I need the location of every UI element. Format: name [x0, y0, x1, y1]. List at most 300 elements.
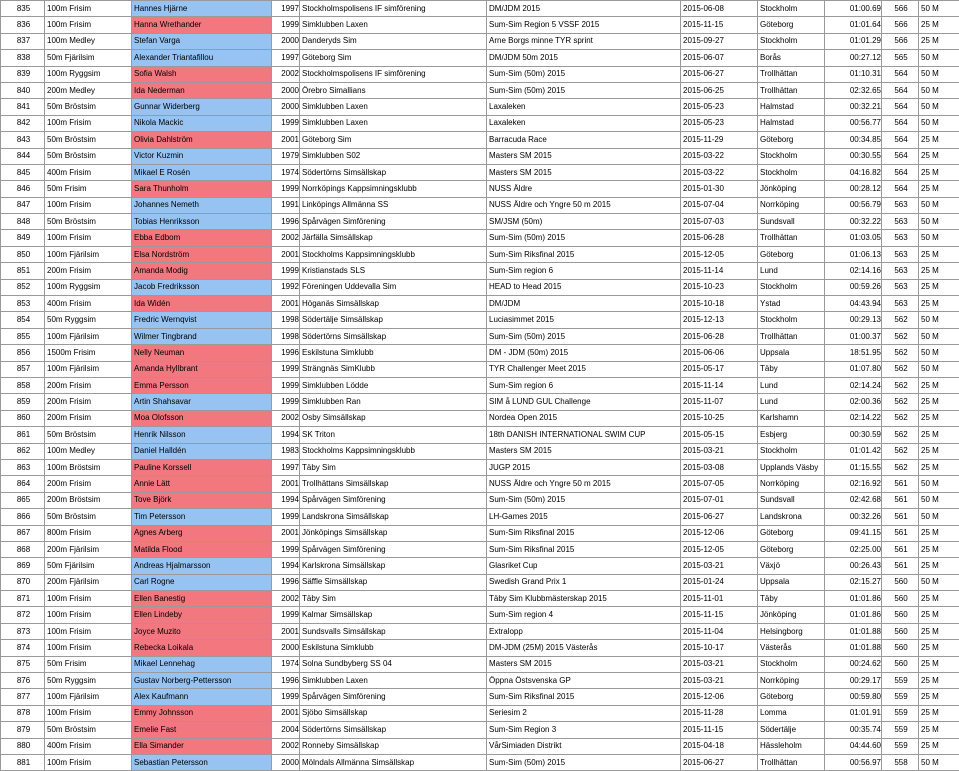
pool-cell: 50 M [919, 754, 959, 770]
rank-cell: 875 [1, 656, 45, 672]
event-cell: 100m Frisim [45, 17, 132, 33]
time-cell: 02:32.65 [825, 82, 882, 98]
club-cell: Strängnäs SimKlubb [300, 361, 487, 377]
rank-cell: 835 [1, 1, 45, 17]
points-cell: 562 [882, 328, 919, 344]
swimmer-name-cell: Daniel Halldén [132, 443, 272, 459]
rank-cell: 870 [1, 574, 45, 590]
swimmer-name-cell: Ellen Banestig [132, 591, 272, 607]
club-cell: Karlskrona Simsällskap [300, 558, 487, 574]
club-cell: Simklubben Laxen [300, 17, 487, 33]
table-row [1, 263, 959, 279]
city-cell: Ystad [758, 296, 825, 312]
club-cell: Södertörns Simsällskap [300, 164, 487, 180]
pool-cell: 25 M [919, 263, 959, 279]
event-cell: 100m Frisim [45, 115, 132, 131]
birth-year-cell: 1974 [272, 656, 300, 672]
time-cell: 02:00.36 [825, 394, 882, 410]
pool-cell: 50 M [919, 492, 959, 508]
swimmer-name-cell: Stefan Varga [132, 33, 272, 49]
swimmer-name-cell: Ella Simander [132, 738, 272, 754]
birth-year-cell: 2000 [272, 99, 300, 115]
points-cell: 560 [882, 656, 919, 672]
competition-cell: DM/JDM 2015 [487, 1, 681, 17]
city-cell: Växjö [758, 558, 825, 574]
city-cell: Stockholm [758, 312, 825, 328]
pool-cell: 25 M [919, 738, 959, 754]
pool-cell: 25 M [919, 296, 959, 312]
birth-year-cell: 1996 [272, 574, 300, 590]
swimmer-name-cell: Ellen Lindeby [132, 607, 272, 623]
rank-cell: 849 [1, 230, 45, 246]
rank-cell: 853 [1, 296, 45, 312]
points-cell: 559 [882, 722, 919, 738]
city-cell: Göteborg [758, 132, 825, 148]
swimmer-name-cell: Joyce Muzito [132, 623, 272, 639]
birth-year-cell: 2001 [272, 525, 300, 541]
points-cell: 562 [882, 312, 919, 328]
table-row [1, 591, 959, 607]
event-cell: 400m Frisim [45, 296, 132, 312]
points-cell: 564 [882, 99, 919, 115]
birth-year-cell: 1999 [272, 394, 300, 410]
swimmer-name-cell: Henrik Nilsson [132, 427, 272, 443]
club-cell: Danderyds Sim [300, 33, 487, 49]
event-cell: 100m Frisim [45, 623, 132, 639]
table-row [1, 427, 959, 443]
rank-cell: 866 [1, 509, 45, 525]
club-cell: Simklubben Ran [300, 394, 487, 410]
rank-cell: 857 [1, 361, 45, 377]
swimmer-name-cell: Ida Nederman [132, 82, 272, 98]
swimmer-name-cell: Victor Kuzmin [132, 148, 272, 164]
city-cell: Göteborg [758, 541, 825, 557]
swimmer-name-cell: Matilda Flood [132, 541, 272, 557]
table-row [1, 558, 959, 574]
rank-cell: 842 [1, 115, 45, 131]
time-cell: 01:01.88 [825, 640, 882, 656]
pool-cell: 50 M [919, 197, 959, 213]
points-cell: 564 [882, 132, 919, 148]
time-cell: 00:56.97 [825, 754, 882, 770]
date-cell: 2015-07-04 [681, 197, 758, 213]
competition-cell: Nordea Open 2015 [487, 410, 681, 426]
event-cell: 50m Frisim [45, 181, 132, 197]
pool-cell: 50 M [919, 115, 959, 131]
birth-year-cell: 1999 [272, 263, 300, 279]
date-cell: 2015-11-15 [681, 17, 758, 33]
event-cell: 50m Bröstsim [45, 148, 132, 164]
pool-cell: 25 M [919, 164, 959, 180]
event-cell: 50m Bröstsim [45, 132, 132, 148]
swimmer-name-cell: Wilmer Tingbrand [132, 328, 272, 344]
event-cell: 100m Fjärilsim [45, 689, 132, 705]
time-cell: 01:07.80 [825, 361, 882, 377]
points-cell: 563 [882, 230, 919, 246]
points-cell: 564 [882, 164, 919, 180]
table-row [1, 328, 959, 344]
competition-cell: Arne Borgs minne TYR sprint [487, 33, 681, 49]
time-cell: 02:25.00 [825, 541, 882, 557]
swimmer-name-cell: Tove Björk [132, 492, 272, 508]
time-cell: 00:32.26 [825, 509, 882, 525]
points-cell: 560 [882, 640, 919, 656]
event-cell: 100m Ryggsim [45, 66, 132, 82]
birth-year-cell: 1994 [272, 492, 300, 508]
table-row [1, 115, 959, 131]
time-cell: 18:51.95 [825, 345, 882, 361]
rank-cell: 879 [1, 722, 45, 738]
rank-cell: 837 [1, 33, 45, 49]
birth-year-cell: 2000 [272, 754, 300, 770]
competition-cell: Laxaleken [487, 115, 681, 131]
birth-year-cell: 2000 [272, 33, 300, 49]
competition-cell: Sum-Sim region 4 [487, 607, 681, 623]
city-cell: Sundsvall [758, 492, 825, 508]
swimmer-name-cell: Olivia Dahlström [132, 132, 272, 148]
club-cell: Solna Sundbyberg SS 04 [300, 656, 487, 672]
competition-cell: Masters SM 2015 [487, 656, 681, 672]
club-cell: Sjöbo Simsällskap [300, 705, 487, 721]
rank-cell: 844 [1, 148, 45, 164]
time-cell: 01:01.86 [825, 591, 882, 607]
city-cell: Stockholm [758, 656, 825, 672]
birth-year-cell: 1991 [272, 197, 300, 213]
birth-year-cell: 1994 [272, 558, 300, 574]
date-cell: 2015-06-08 [681, 1, 758, 17]
birth-year-cell: 2002 [272, 410, 300, 426]
date-cell: 2015-06-27 [681, 66, 758, 82]
club-cell: Stockholms Kappsimningsklubb [300, 246, 487, 262]
time-cell: 04:43.94 [825, 296, 882, 312]
table-row [1, 492, 959, 508]
rank-cell: 854 [1, 312, 45, 328]
event-cell: 50m Bröstsim [45, 427, 132, 443]
birth-year-cell: 2002 [272, 591, 300, 607]
time-cell: 01:00.69 [825, 1, 882, 17]
swimmer-name-cell: Gustav Norberg-Pettersson [132, 673, 272, 689]
competition-cell: Glasriket Cup [487, 558, 681, 574]
birth-year-cell: 1999 [272, 541, 300, 557]
birth-year-cell: 2001 [272, 296, 300, 312]
city-cell: Upplands Väsby [758, 459, 825, 475]
pool-cell: 50 M [919, 361, 959, 377]
swimmer-name-cell: Fredric Wernqvist [132, 312, 272, 328]
event-cell: 400m Frisim [45, 164, 132, 180]
city-cell: Göteborg [758, 689, 825, 705]
pool-cell: 25 M [919, 689, 959, 705]
rank-cell: 867 [1, 525, 45, 541]
event-cell: 200m Frisim [45, 410, 132, 426]
time-cell: 00:32.22 [825, 214, 882, 230]
table-row [1, 509, 959, 525]
rank-cell: 851 [1, 263, 45, 279]
birth-year-cell: 2001 [272, 132, 300, 148]
event-cell: 100m Bröstsim [45, 459, 132, 475]
table-row [1, 394, 959, 410]
time-cell: 01:00.37 [825, 328, 882, 344]
city-cell: Trollhättan [758, 82, 825, 98]
birth-year-cell: 1994 [272, 427, 300, 443]
table-row [1, 722, 959, 738]
event-cell: 100m Frisim [45, 197, 132, 213]
event-cell: 100m Medley [45, 33, 132, 49]
city-cell: Södertälje [758, 722, 825, 738]
date-cell: 2015-12-06 [681, 525, 758, 541]
swimmer-name-cell: Amanda Hyllbrant [132, 361, 272, 377]
competition-cell: Sum-Sim (50m) 2015 [487, 754, 681, 770]
time-cell: 01:01.86 [825, 607, 882, 623]
table-row [1, 410, 959, 426]
city-cell: Lund [758, 394, 825, 410]
event-cell: 100m Frisim [45, 591, 132, 607]
swimmer-name-cell: Annie Lätt [132, 476, 272, 492]
rank-cell: 841 [1, 99, 45, 115]
table-row [1, 738, 959, 754]
birth-year-cell: 1999 [272, 361, 300, 377]
birth-year-cell: 1997 [272, 459, 300, 475]
table-row [1, 50, 959, 66]
date-cell: 2015-06-07 [681, 50, 758, 66]
competition-cell: Sum-Sim Riksfinal 2015 [487, 246, 681, 262]
swimmer-name-cell: Sofia Walsh [132, 66, 272, 82]
table-row [1, 459, 959, 475]
event-cell: 200m Frisim [45, 263, 132, 279]
rank-cell: 836 [1, 17, 45, 33]
pool-cell: 25 M [919, 591, 959, 607]
city-cell: Göteborg [758, 525, 825, 541]
table-row [1, 476, 959, 492]
date-cell: 2015-06-06 [681, 345, 758, 361]
competition-cell: Sum-Sim (50m) 2015 [487, 66, 681, 82]
club-cell: Mölndals Allmänna Simsällskap [300, 754, 487, 770]
time-cell: 00:29.17 [825, 673, 882, 689]
date-cell: 2015-03-21 [681, 656, 758, 672]
competition-cell: Sum-Sim Riksfinal 2015 [487, 525, 681, 541]
club-cell: Kalmar Simsällskap [300, 607, 487, 623]
table-row [1, 377, 959, 393]
competition-cell: Seriesim 2 [487, 705, 681, 721]
pool-cell: 25 M [919, 673, 959, 689]
points-cell: 562 [882, 427, 919, 443]
event-cell: 50m Bröstsim [45, 214, 132, 230]
swimmer-name-cell: Artin Shahsavar [132, 394, 272, 410]
birth-year-cell: 1992 [272, 279, 300, 295]
city-cell: Västerås [758, 640, 825, 656]
pool-cell: 50 M [919, 328, 959, 344]
city-cell: Trollhättan [758, 754, 825, 770]
swimmer-name-cell: Hannes Hjärne [132, 1, 272, 17]
rank-cell: 843 [1, 132, 45, 148]
pool-cell: 25 M [919, 246, 959, 262]
competition-cell: Sum-Sim Riksfinal 2015 [487, 541, 681, 557]
pool-cell: 25 M [919, 17, 959, 33]
event-cell: 100m Frisim [45, 607, 132, 623]
city-cell: Norrköping [758, 197, 825, 213]
time-cell: 00:30.59 [825, 427, 882, 443]
date-cell: 2015-10-25 [681, 410, 758, 426]
pool-cell: 25 M [919, 148, 959, 164]
pool-cell: 50 M [919, 66, 959, 82]
city-cell: Sundsvall [758, 214, 825, 230]
rank-cell: 865 [1, 492, 45, 508]
club-cell: Spårvägen Simförening [300, 492, 487, 508]
rank-cell: 868 [1, 541, 45, 557]
competition-cell: NUSS Äldre och Yngre 50 m 2015 [487, 197, 681, 213]
rank-cell: 845 [1, 164, 45, 180]
pool-cell: 25 M [919, 33, 959, 49]
club-cell: Simklubben Laxen [300, 99, 487, 115]
event-cell: 50m Ryggsim [45, 312, 132, 328]
club-cell: Sundsvalls Simsällskap [300, 623, 487, 639]
date-cell: 2015-06-27 [681, 754, 758, 770]
pool-cell: 25 M [919, 541, 959, 557]
date-cell: 2015-03-21 [681, 558, 758, 574]
competition-cell: TYR Challenger Meet 2015 [487, 361, 681, 377]
table-row [1, 574, 959, 590]
time-cell: 01:01.88 [825, 623, 882, 639]
table-row [1, 689, 959, 705]
rank-cell: 873 [1, 623, 45, 639]
swimmer-name-cell: Amanda Modig [132, 263, 272, 279]
event-cell: 100m Fjärilsim [45, 361, 132, 377]
points-cell: 562 [882, 459, 919, 475]
rank-cell: 869 [1, 558, 45, 574]
date-cell: 2015-06-25 [681, 82, 758, 98]
city-cell: Täby [758, 361, 825, 377]
swimmer-name-cell: Alexander Triantafillou [132, 50, 272, 66]
competition-cell: Extralopp [487, 623, 681, 639]
event-cell: 200m Medley [45, 82, 132, 98]
pool-cell: 50 M [919, 82, 959, 98]
date-cell: 2015-11-14 [681, 377, 758, 393]
event-cell: 100m Fjärilsim [45, 246, 132, 262]
time-cell: 00:32.21 [825, 99, 882, 115]
competition-cell: DM/JDM 50m 2015 [487, 50, 681, 66]
date-cell: 2015-10-17 [681, 640, 758, 656]
table-row [1, 754, 959, 770]
event-cell: 50m Bröstsim [45, 99, 132, 115]
points-cell: 562 [882, 345, 919, 361]
birth-year-cell: 1999 [272, 17, 300, 33]
event-cell: 100m Frisim [45, 1, 132, 17]
birth-year-cell: 1997 [272, 50, 300, 66]
swimmer-name-cell: Andreas Hjalmarsson [132, 558, 272, 574]
event-cell: 100m Frisim [45, 705, 132, 721]
birth-year-cell: 1999 [272, 377, 300, 393]
date-cell: 2015-11-07 [681, 394, 758, 410]
competition-cell: Luciasimmet 2015 [487, 312, 681, 328]
event-cell: 100m Medley [45, 443, 132, 459]
club-cell: Spårvägen Simförening [300, 214, 487, 230]
table-row [1, 99, 959, 115]
swimmer-name-cell: Mikael E Rosén [132, 164, 272, 180]
pool-cell: 50 M [919, 312, 959, 328]
city-cell: Esbjerg [758, 427, 825, 443]
birth-year-cell: 1997 [272, 1, 300, 17]
city-cell: Stockholm [758, 279, 825, 295]
pool-cell: 50 M [919, 230, 959, 246]
points-cell: 563 [882, 197, 919, 213]
date-cell: 2015-10-23 [681, 279, 758, 295]
date-cell: 2015-11-01 [681, 591, 758, 607]
date-cell: 2015-01-30 [681, 181, 758, 197]
table-row [1, 132, 959, 148]
city-cell: Stockholm [758, 1, 825, 17]
club-cell: Örebro Simallians [300, 82, 487, 98]
points-cell: 560 [882, 591, 919, 607]
time-cell: 00:59.26 [825, 279, 882, 295]
points-cell: 560 [882, 623, 919, 639]
points-cell: 564 [882, 82, 919, 98]
competition-cell: Sum-Sim Region 5 VSSF 2015 [487, 17, 681, 33]
points-cell: 565 [882, 50, 919, 66]
swimmer-name-cell: Jacob Fredriksson [132, 279, 272, 295]
birth-year-cell: 2002 [272, 738, 300, 754]
swimmer-name-cell: Sara Thunholm [132, 181, 272, 197]
table-row [1, 361, 959, 377]
birth-year-cell: 1983 [272, 443, 300, 459]
time-cell: 00:34.85 [825, 132, 882, 148]
swimmer-name-cell: Sebastian Petersson [132, 754, 272, 770]
points-cell: 564 [882, 115, 919, 131]
time-cell: 04:16.82 [825, 164, 882, 180]
city-cell: Helsingborg [758, 623, 825, 639]
date-cell: 2015-03-08 [681, 459, 758, 475]
swimmer-name-cell: Johannes Nemeth [132, 197, 272, 213]
club-cell: Kristianstads SLS [300, 263, 487, 279]
pool-cell: 25 M [919, 132, 959, 148]
competition-cell: NUSS Äldre och Yngre 50 m 2015 [487, 476, 681, 492]
points-cell: 559 [882, 689, 919, 705]
pool-cell: 25 M [919, 427, 959, 443]
points-cell: 561 [882, 492, 919, 508]
date-cell: 2015-06-28 [681, 328, 758, 344]
city-cell: Karlshamn [758, 410, 825, 426]
event-cell: 100m Fjärilsim [45, 328, 132, 344]
swimmer-name-cell: Elsa Nordström [132, 246, 272, 262]
birth-year-cell: 1998 [272, 328, 300, 344]
points-cell: 561 [882, 541, 919, 557]
event-cell: 400m Frisim [45, 738, 132, 754]
time-cell: 00:29.13 [825, 312, 882, 328]
city-cell: Norrköping [758, 476, 825, 492]
competition-cell: HEAD to Head 2015 [487, 279, 681, 295]
date-cell: 2015-11-04 [681, 623, 758, 639]
pool-cell: 25 M [919, 181, 959, 197]
club-cell: Norrköpings Kappsimningsklubb [300, 181, 487, 197]
club-cell: Göteborg Sim [300, 132, 487, 148]
date-cell: 2015-10-18 [681, 296, 758, 312]
club-cell: Höganäs Simsällskap [300, 296, 487, 312]
birth-year-cell: 2000 [272, 640, 300, 656]
competition-cell: LH-Games 2015 [487, 509, 681, 525]
points-cell: 562 [882, 410, 919, 426]
club-cell: Stockholmspolisens IF simförening [300, 1, 487, 17]
table-row [1, 296, 959, 312]
birth-year-cell: 1974 [272, 164, 300, 180]
date-cell: 2015-06-28 [681, 230, 758, 246]
time-cell: 02:14.16 [825, 263, 882, 279]
rank-cell: 863 [1, 459, 45, 475]
time-cell: 00:24.62 [825, 656, 882, 672]
table-row [1, 66, 959, 82]
date-cell: 2015-07-01 [681, 492, 758, 508]
birth-year-cell: 1996 [272, 345, 300, 361]
date-cell: 2015-06-27 [681, 509, 758, 525]
competition-cell: Masters SM 2015 [487, 164, 681, 180]
time-cell: 01:10.31 [825, 66, 882, 82]
